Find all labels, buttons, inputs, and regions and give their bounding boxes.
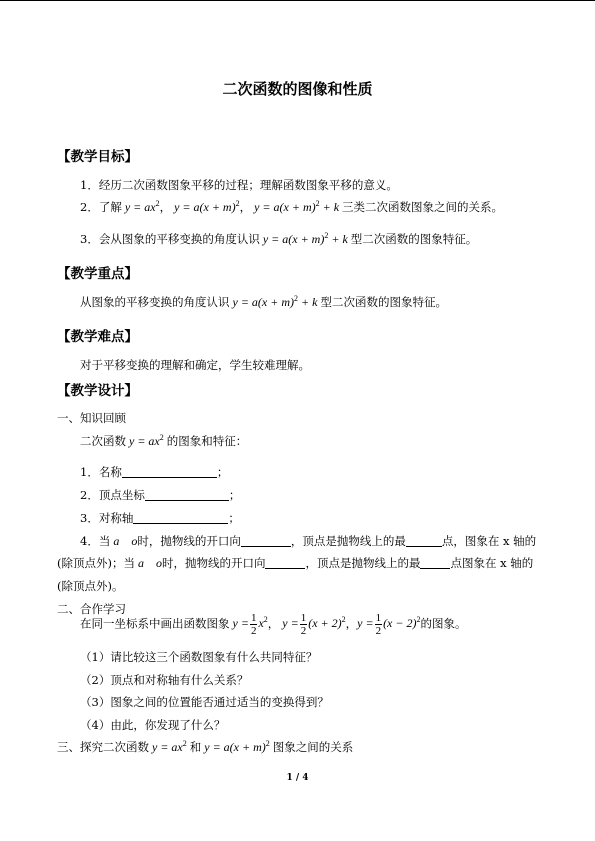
goal-item-2: 2．了解 $y = ax^2$， $y = a(x + m)^2$， $y = a(x + m)^2 + k$ 三类二次函数图象之间的关系。 — [80, 199, 504, 214]
section-heading-difficulties: 【教学难点】 — [57, 329, 138, 345]
coop-task: 在同一坐标系中画出函数图象 y = $\frac{1}{2}$ $x^2$， y = $\frac{1}{2}$ $(x + 2)^2$，y = $\frac{1}{2}$ $(x - 2)^2$的图象。 — [80, 612, 467, 637]
page-number: 1 / 4 — [286, 773, 309, 783]
review-q2: 2．顶点坐标 ； — [80, 488, 241, 502]
part1-heading: 一、知识回顾 — [57, 411, 126, 425]
section-heading-design: 【教学设计】 — [57, 383, 138, 399]
top-rule — [0, 0, 595, 1]
goal-item-3: 3．会从图象的平移变换的角度认识 $y = a(x + m)^2 + k$ 型二次函数的图象特征。 — [80, 231, 478, 246]
goal-item-1: 1．经历二次函数图象平移的过程；理解函数图象平移的意义。 — [80, 178, 398, 192]
section-heading-key-points: 【教学重点】 — [57, 266, 138, 282]
coop-question-2: （2）顶点和对称轴有什么关系？ — [80, 673, 249, 687]
part2-heading: 二、合作学习 — [57, 602, 126, 616]
coop-question-1: （1）请比较这三个函数图象有什么共同特征？ — [80, 650, 318, 664]
review-q4-line1: 4．当 a o时，抛物线的开口向 ，顶点是抛物线上的最 点，图象在 x 轴的 — [80, 534, 537, 548]
coop-question-4: （4）由此，你发现了什么？ — [80, 718, 226, 732]
review-q4-line3: (除顶点外)。 — [57, 579, 124, 593]
part3-heading: 三、探究二次函数 $y = ax^2$ 和 $y = a(x + m)^2$ 图象之间的关系 — [57, 739, 354, 754]
blank-axis — [133, 512, 228, 524]
blank-vertex — [145, 489, 229, 501]
review-q3: 3．对称轴 ； — [80, 511, 240, 525]
blank-name — [122, 466, 217, 478]
page-title: 二次函数的图像和性质 — [222, 80, 373, 98]
review-intro: 二次函数 $y = ax^2$ 的图象和特征： — [80, 433, 248, 448]
section-heading-goals: 【教学目标】 — [57, 149, 138, 165]
review-q1: 1．名称 ； — [80, 465, 229, 479]
difficulty-text: 对于平移变换的理解和确定，学生较难理解。 — [80, 358, 310, 372]
key-point-text: 从图象的平移变换的角度认识 $y = a(x + m)^2 + k$ 型二次函数的图象特征。 — [80, 294, 447, 309]
coop-question-3: （3）图象之间的位置能否通过适当的变换得到？ — [80, 695, 329, 709]
formula-y-ax2: $y = ax^2$ — [121, 199, 160, 214]
review-q4-line2: (除顶点外)；当 a o时，抛物线的开口向 ，顶点是抛物线上的最 点图象在 x 轴的 — [57, 556, 534, 570]
